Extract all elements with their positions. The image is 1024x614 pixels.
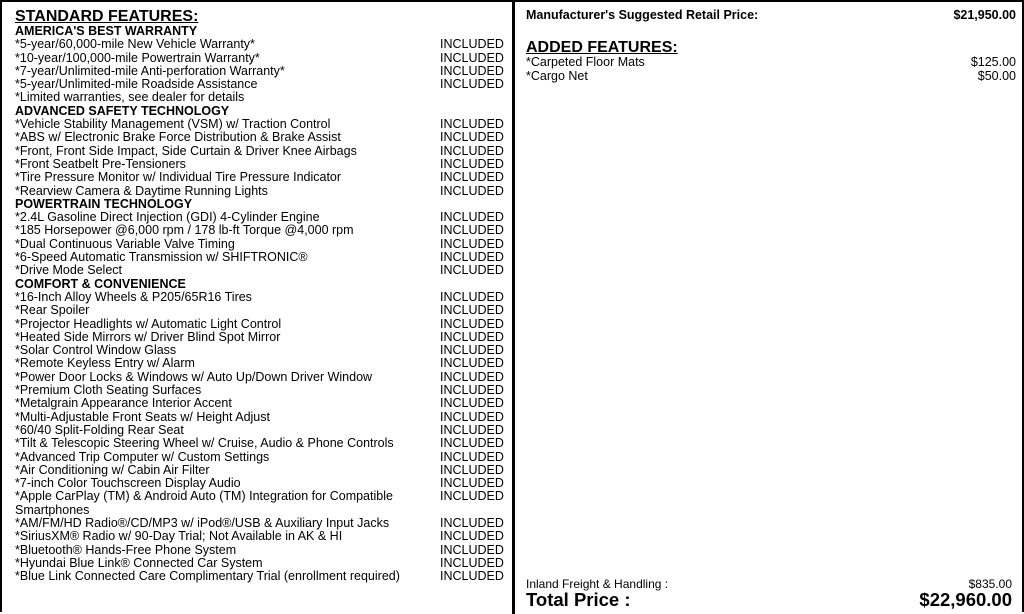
feature-status: INCLUDED xyxy=(440,117,504,132)
feature-name: *Tire Pressure Monitor w/ Individual Tire Pressure Indicator xyxy=(15,170,342,185)
feature-status: INCLUDED xyxy=(440,236,504,251)
feature-status: INCLUDED xyxy=(440,223,504,238)
standard-features-title: STANDARD FEATURES: xyxy=(15,8,199,25)
feature-row xyxy=(15,185,510,198)
feature-sections xyxy=(15,25,510,583)
feature-status: INCLUDED xyxy=(440,383,504,398)
feature-row xyxy=(15,158,510,171)
feature-name: *Air Conditioning w/ Cabin Air Filter xyxy=(15,462,210,477)
feature-name: *185 Horsepower @6,000 rpm / 178 lb-ft Torque @4,000 rpm xyxy=(15,223,354,238)
feature-row xyxy=(15,38,510,51)
feature-status: INCLUDED xyxy=(440,156,504,171)
feature-status: INCLUDED xyxy=(440,77,504,92)
feature-row xyxy=(15,517,510,530)
column-divider xyxy=(512,0,515,614)
feature-row xyxy=(15,490,510,517)
feature-name: *Advanced Trip Computer w/ Custom Settings xyxy=(15,449,270,464)
feature-row xyxy=(15,344,510,357)
added-feature-amount: $125.00 xyxy=(970,55,1016,69)
feature-row xyxy=(15,238,510,251)
feature-status: INCLUDED xyxy=(440,263,504,278)
added-features-title: ADDED FEATURES: xyxy=(526,39,678,56)
feature-status: INCLUDED xyxy=(440,422,504,437)
feature-row xyxy=(15,437,510,450)
feature-name: *ABS w/ Electronic Brake Force Distribution & Brake Assist xyxy=(15,130,341,145)
feature-name: *Front Seatbelt Pre-Tensioners xyxy=(15,156,186,171)
feature-name: *Blue Link Connected Care Complimentary Trial (enrollment required) xyxy=(15,569,400,584)
feature-name: *6-Speed Automatic Transmission w/ SHIFTRONIC® xyxy=(15,250,308,265)
feature-status: INCLUDED xyxy=(440,50,504,65)
total-row xyxy=(526,589,1012,611)
feature-status: INCLUDED xyxy=(440,369,504,384)
feature-row xyxy=(15,411,510,424)
feature-row xyxy=(15,331,510,344)
feature-name: *5-year/60,000-mile New Vehicle Warranty* xyxy=(15,37,255,52)
feature-status: INCLUDED xyxy=(440,316,504,331)
feature-status: INCLUDED xyxy=(440,476,504,491)
feature-row xyxy=(15,570,510,583)
feature-status: INCLUDED xyxy=(440,37,504,52)
added-feature-row xyxy=(526,56,1016,70)
freight-amount: $835.00 xyxy=(968,577,1012,591)
feature-row xyxy=(15,171,510,184)
feature-status: INCLUDED xyxy=(440,529,504,544)
feature-name: *Hyundai Blue Link® Connected Car System xyxy=(15,555,263,570)
feature-row xyxy=(15,91,510,104)
feature-row xyxy=(15,251,510,264)
feature-name: *Solar Control Window Glass xyxy=(15,343,177,358)
feature-row xyxy=(15,118,510,131)
feature-name: *Apple CarPlay (TM) & Android Auto (TM) Integration for Compatible Smartphones xyxy=(15,489,393,517)
added-feature-name: *Cargo Net xyxy=(526,68,588,83)
feature-row xyxy=(15,78,510,91)
feature-row xyxy=(15,131,510,144)
feature-row xyxy=(15,424,510,437)
feature-name: *5-year/Unlimited-mile Roadside Assistance xyxy=(15,77,258,92)
feature-name: *Power Door Locks & Windows w/ Auto Up/Down Driver Window xyxy=(15,369,373,384)
feature-name: *7-inch Color Touchscreen Display Audio xyxy=(15,476,241,491)
feature-name: *Metalgrain Appearance Interior Accent xyxy=(15,396,232,411)
feature-row xyxy=(15,371,510,384)
feature-name: *Projector Headlights w/ Automatic Light Control xyxy=(15,316,282,331)
msrp-label: Manufacturer's Suggested Retail Price: xyxy=(526,8,759,22)
section-heading: COMFORT & CONVENIENCE xyxy=(15,276,186,291)
feature-row xyxy=(15,557,510,570)
feature-name: *60/40 Split-Folding Rear Seat xyxy=(15,422,184,437)
feature-row xyxy=(15,318,510,331)
section-heading: ADVANCED SAFETY TECHNOLOGY xyxy=(15,103,230,118)
feature-name: *Bluetooth® Hands-Free Phone System xyxy=(15,542,237,557)
feature-row xyxy=(15,291,510,304)
standard-features-panel xyxy=(15,9,510,583)
feature-status: INCLUDED xyxy=(440,343,504,358)
feature-name: *AM/FM/HD Radio®/CD/MP3 w/ iPod®/USB & Auxiliary Input Jacks xyxy=(15,515,390,530)
added-feature-amount: $50.00 xyxy=(977,68,1016,83)
feature-row xyxy=(15,65,510,78)
feature-status: INCLUDED xyxy=(440,250,504,265)
added-feature-name: *Carpeted Floor Mats xyxy=(526,55,645,69)
msrp-row xyxy=(526,8,1016,24)
feature-name: *Rear Spoiler xyxy=(15,303,90,318)
feature-status: INCLUDED xyxy=(440,303,504,318)
feature-status: INCLUDED xyxy=(440,489,504,504)
feature-status: INCLUDED xyxy=(440,143,504,158)
added-features-list xyxy=(526,56,1016,83)
total-amount: $22,960.00 xyxy=(919,589,1012,610)
feature-status: INCLUDED xyxy=(440,183,504,198)
feature-row xyxy=(15,211,510,224)
feature-row xyxy=(15,384,510,397)
feature-status: INCLUDED xyxy=(440,396,504,411)
feature-name: *Rearview Camera & Daytime Running Lights xyxy=(15,183,268,198)
freight-label: Inland Freight & Handling : xyxy=(526,577,669,591)
feature-name: *Vehicle Stability Management (VSM) w/ Traction Control xyxy=(15,117,331,132)
feature-name: *Remote Keyless Entry w/ Alarm xyxy=(15,356,195,371)
feature-status: INCLUDED xyxy=(440,409,504,424)
feature-status: INCLUDED xyxy=(440,289,504,304)
total-label: Total Price : xyxy=(526,589,631,610)
feature-status: INCLUDED xyxy=(440,356,504,371)
feature-name: *SiriusXM® Radio w/ 90-Day Trial; Not Available in AK & HI xyxy=(15,529,343,544)
feature-row xyxy=(15,451,510,464)
feature-status: INCLUDED xyxy=(440,555,504,570)
feature-name: *Drive Mode Select xyxy=(15,263,122,278)
feature-row xyxy=(15,52,510,65)
feature-name: *Premium Cloth Seating Surfaces xyxy=(15,383,202,398)
feature-name: *Limited warranties, see dealer for details xyxy=(15,90,245,105)
feature-row xyxy=(15,464,510,477)
feature-name: *10-year/100,000-mile Powertrain Warranty* xyxy=(15,50,260,65)
feature-name: *Tilt & Telescopic Steering Wheel w/ Cruise, Audio & Phone Controls xyxy=(15,436,394,451)
feature-name: *Dual Continuous Variable Valve Timing xyxy=(15,236,235,251)
feature-name: *2.4L Gasoline Direct Injection (GDI) 4-Cylinder Engine xyxy=(15,210,320,225)
feature-name: *7-year/Unlimited-mile Anti-perforation Warranty* xyxy=(15,63,285,78)
msrp-amount: $21,950.00 xyxy=(953,8,1016,22)
feature-row xyxy=(15,357,510,370)
feature-row xyxy=(15,145,510,158)
feature-status: INCLUDED xyxy=(440,542,504,557)
feature-row xyxy=(15,304,510,317)
feature-name: *Multi-Adjustable Front Seats w/ Height Adjust xyxy=(15,409,270,424)
feature-status: INCLUDED xyxy=(440,210,504,225)
feature-status: INCLUDED xyxy=(440,515,504,530)
feature-row xyxy=(15,264,510,277)
feature-row xyxy=(15,477,510,490)
feature-name: *16-Inch Alloy Wheels & P205/65R16 Tires xyxy=(15,289,252,304)
pricing-panel xyxy=(526,8,1016,83)
feature-status: INCLUDED xyxy=(440,170,504,185)
section-heading: POWERTRAIN TECHNOLOGY xyxy=(15,196,193,211)
feature-row xyxy=(15,530,510,543)
feature-status: INCLUDED xyxy=(440,63,504,78)
feature-status: INCLUDED xyxy=(440,569,504,584)
feature-status: INCLUDED xyxy=(440,329,504,344)
section-heading: AMERICA'S BEST WARRANTY xyxy=(15,24,198,38)
feature-status: INCLUDED xyxy=(440,462,504,477)
feature-status: INCLUDED xyxy=(440,436,504,451)
feature-status: INCLUDED xyxy=(440,130,504,145)
feature-row xyxy=(15,397,510,410)
feature-row xyxy=(15,544,510,557)
feature-status: INCLUDED xyxy=(440,449,504,464)
added-feature-row xyxy=(526,70,1016,84)
feature-name: *Front, Front Side Impact, Side Curtain & Driver Knee Airbags xyxy=(15,143,357,158)
feature-row xyxy=(15,224,510,237)
feature-name: *Heated Side Mirrors w/ Driver Blind Spot Mirror xyxy=(15,329,281,344)
